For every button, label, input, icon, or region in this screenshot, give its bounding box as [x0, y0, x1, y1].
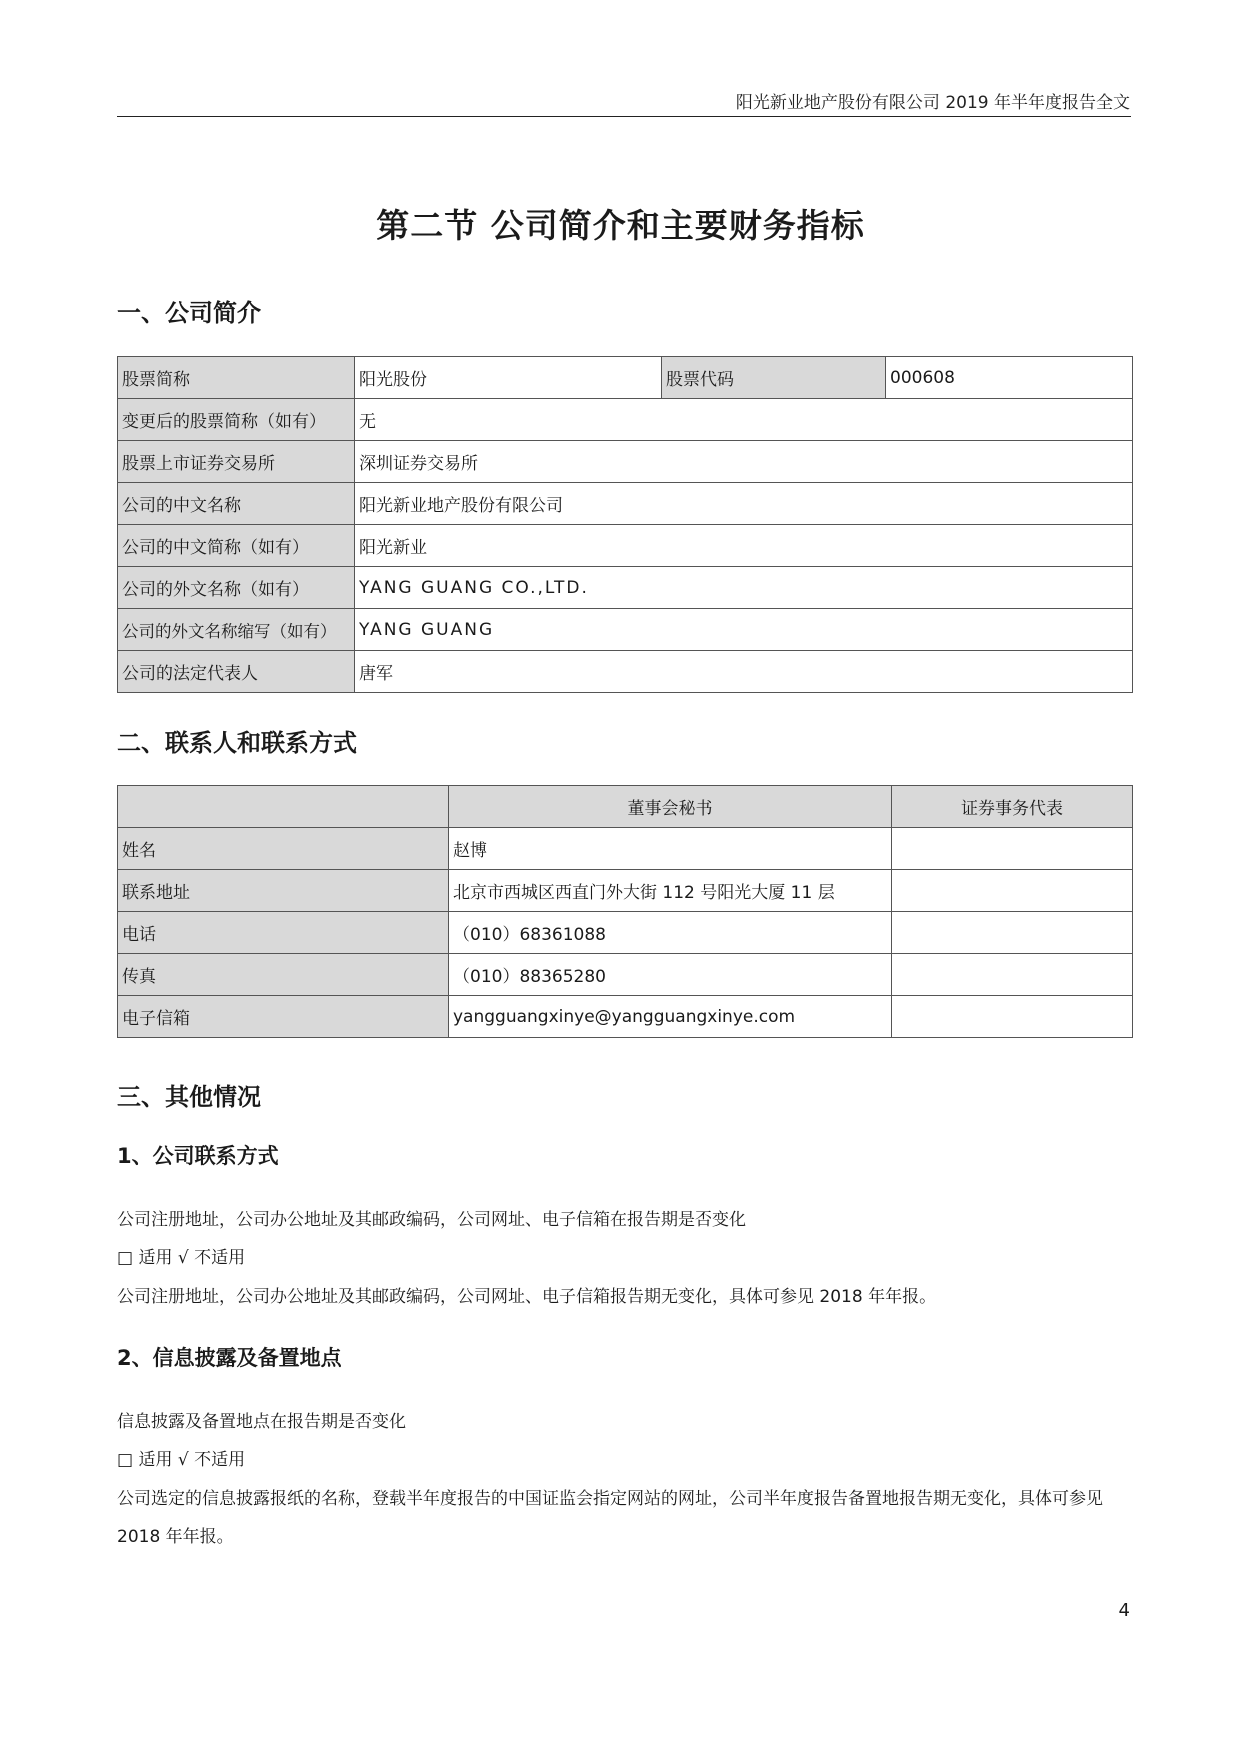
sub2-choice: □ 适用 √ 不适用 — [117, 1450, 246, 1470]
row-value: YANG GUANG — [355, 609, 1133, 651]
rep-value — [892, 870, 1133, 912]
row-value: YANG GUANG CO.,LTD. — [355, 567, 1133, 609]
company-intro-table — [117, 356, 1133, 693]
rep-value — [892, 828, 1133, 870]
table-row — [118, 954, 1133, 996]
page-number: 4 — [1118, 1600, 1130, 1621]
table-row — [118, 609, 1133, 651]
row-label: 传真 — [118, 954, 449, 996]
secretary-value: （010）68361088 — [449, 912, 892, 954]
sub1-heading: 1、公司联系方式 — [117, 1144, 279, 1168]
stock-abbr-label: 股票简称 — [118, 357, 355, 399]
row-label: 变更后的股票简称（如有） — [118, 399, 355, 441]
row-value: 阳光新业 — [355, 525, 1133, 567]
row-label: 公司的法定代表人 — [118, 651, 355, 693]
contacts-table — [117, 785, 1133, 1038]
stock-code-label: 股票代码 — [662, 357, 886, 399]
table-row — [118, 912, 1133, 954]
table-row — [118, 567, 1133, 609]
row-label: 电话 — [118, 912, 449, 954]
row-value: 阳光新业地产股份有限公司 — [355, 483, 1133, 525]
row-value: 唐军 — [355, 651, 1133, 693]
rep-value — [892, 912, 1133, 954]
col-rep-header: 证券事务代表 — [892, 786, 1133, 828]
row-label: 公司的外文名称（如有） — [118, 567, 355, 609]
secretary-value: 赵博 — [449, 828, 892, 870]
sub2-question: 信息披露及备置地点在报告期是否变化 — [117, 1412, 406, 1432]
table-row — [118, 483, 1133, 525]
other-heading: 三、其他情况 — [117, 1083, 261, 1111]
sub1-question: 公司注册地址，公司办公地址及其邮政编码，公司网址、电子信箱在报告期是否变化 — [117, 1210, 746, 1230]
section-title: 第二节 公司简介和主要财务指标 — [376, 206, 865, 245]
table-row — [118, 525, 1133, 567]
row-label: 公司的中文简称（如有） — [118, 525, 355, 567]
table-row — [118, 828, 1133, 870]
table-row — [118, 870, 1133, 912]
sub2-note: 公司选定的信息披露报纸的名称，登载半年度报告的中国证监会指定网站的网址，公司半年度报告备置地报告期无变化，具体可参见 2018 年年报。 — [117, 1489, 1103, 1547]
rep-value — [892, 954, 1133, 996]
table-row — [118, 996, 1133, 1038]
row-label: 股票上市证券交易所 — [118, 441, 355, 483]
table-row — [118, 357, 1133, 399]
table-row — [118, 399, 1133, 441]
row-label: 公司的外文名称缩写（如有） — [118, 609, 355, 651]
company-intro-heading: 一、公司简介 — [117, 299, 261, 327]
stock-code-value: 000608 — [886, 357, 1133, 399]
row-label: 公司的中文名称 — [118, 483, 355, 525]
table-row — [118, 441, 1133, 483]
running-header: 阳光新业地产股份有限公司 2019 年半年度报告全文 — [735, 93, 1130, 113]
sub1-choice: □ 适用 √ 不适用 — [117, 1248, 246, 1268]
header-rule — [117, 116, 1131, 117]
contacts-heading: 二、联系人和联系方式 — [117, 729, 357, 757]
rep-value — [892, 996, 1133, 1038]
sub2-heading: 2、信息披露及备置地点 — [117, 1346, 342, 1370]
secretary-value: 北京市西城区西直门外大街 112 号阳光大厦 11 层 — [449, 870, 892, 912]
table-header-row — [118, 786, 1133, 828]
sub1-note: 公司注册地址，公司办公地址及其邮政编码，公司网址、电子信箱报告期无变化，具体可参见 2018 年年报。 — [117, 1287, 937, 1307]
table-row — [118, 651, 1133, 693]
row-label: 联系地址 — [118, 870, 449, 912]
header-blank-cell — [118, 786, 449, 828]
row-label: 电子信箱 — [118, 996, 449, 1038]
col-secretary-header: 董事会秘书 — [449, 786, 892, 828]
row-value: 深圳证券交易所 — [355, 441, 1133, 483]
stock-abbr-value: 阳光股份 — [355, 357, 662, 399]
row-label: 姓名 — [118, 828, 449, 870]
row-value: 无 — [355, 399, 1133, 441]
secretary-value: yangguangxinye@yangguangxinye.com — [449, 996, 892, 1038]
secretary-value: （010）88365280 — [449, 954, 892, 996]
